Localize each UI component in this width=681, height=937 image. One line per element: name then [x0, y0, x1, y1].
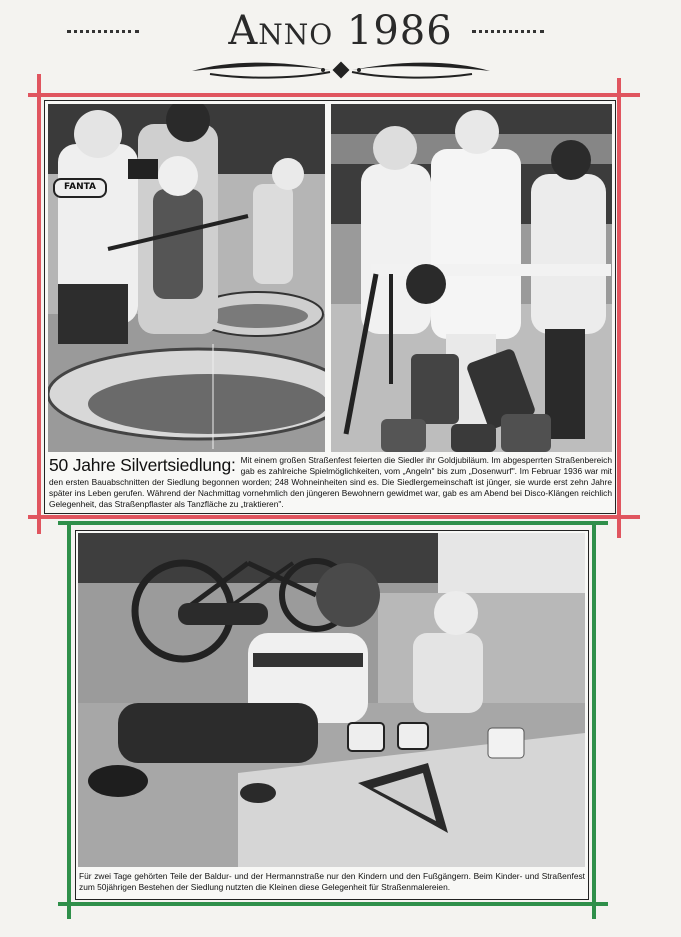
photo-street-painting: [78, 533, 585, 867]
caption-article-1: [49, 455, 612, 509]
article-body: Mit einem großen Straßenfest feierten die Siedler ihr Goldjubiläum. Im abgesperrten Straßenbereich gab es zahlreiche Spielmöglichkeiten, vom „Angeln" bis zum „Dosenwurf". Im Februar 1936 war mit den ersten Bauabschnitten der Siedlung begonnen worden; 248 Wohneinheiten sind es. Die Siedlergemeinschaft ist jünger, sie wurde erst zehn Jahre später ins Leben gerufen. Während der Nachmittag vornehmlich den jüngeren Bewohnern gewidmet war, gab es am Abend bei Disco-Klängen reichlich Gelegenheit, das Straßenpflaster als Tanzfläche zu „traktieren".: [49, 455, 612, 509]
page-header: [0, 6, 681, 86]
green-frame-left: [67, 521, 71, 919]
caption-article-2: Für zwei Tage gehörten Teile der Baldur- und der Hermannstraße nur den Kindern und den Fußgängern. Beim Kinder- und Straßenfest zum 50jährigen Bestehen der Siedlung nutzten die Kleinen diese Gelegenheit für Straßenmalereien.: [79, 871, 585, 892]
fanta-badge: FANTA: [53, 178, 107, 198]
red-frame-top: [28, 93, 640, 97]
dotted-rule-right: [472, 30, 544, 37]
newspaper-clipping-1: [44, 100, 616, 514]
page-title: Anno 1986: [228, 8, 453, 54]
photo-fishing-game: [48, 104, 325, 452]
ornament-flourish: [190, 58, 492, 84]
red-frame-bottom: [28, 515, 640, 519]
red-frame-right: [617, 78, 621, 538]
newspaper-clipping-2: [75, 530, 589, 900]
article-headline: 50 Jahre Silvertsiedlung:: [49, 455, 236, 475]
green-frame-bottom: [58, 902, 608, 906]
green-frame-right: [592, 521, 596, 919]
green-frame-top: [58, 521, 608, 525]
photo-can-throwing: [331, 104, 612, 452]
red-frame-left: [37, 74, 41, 534]
